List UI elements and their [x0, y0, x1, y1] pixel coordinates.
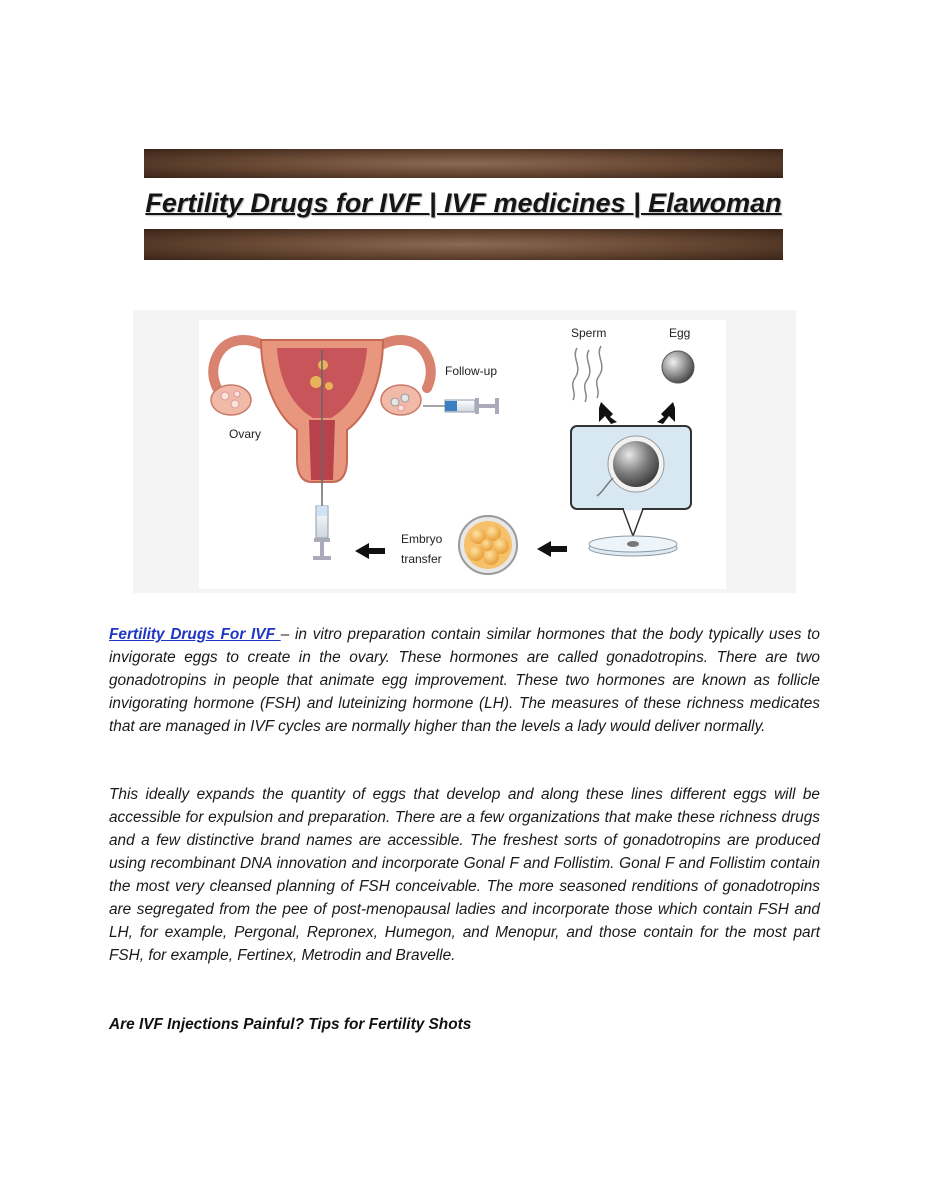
fertilization-panel	[571, 426, 691, 536]
page-title: Fertility Drugs for IVF | IVF medicines | Elawoman	[145, 188, 782, 218]
paragraph-gonadotropins: This ideally expands the quantity of eggs that develop and along these lines different eggs will be accessible for expulsion and preparation. There are a few organizations that make these richness drugs and a few distinctive brand names are accessible. The freshest sorts of gonadotropins are produced using recombinant DNA innovation and incorporate Gonal F and Follistim. Gonal F and Follistim contain the most very cleansed planning of FSH conceivable. The more seasoned renditions of gonadotropins are segregated from the pee of post-menopausal ladies and incorporate those which contain FSH and LH, for example, Pergonal, Repronex, Humegon, and Menopur, and those contain for the most part FSH, for example, Fertinex, Metrodin and Bravelle.	[109, 786, 820, 964]
petri-dish-icon	[589, 536, 677, 556]
ivf-diagram	[133, 310, 796, 593]
paragraph-intro	[109, 623, 820, 738]
ivf-illustration	[133, 310, 796, 593]
embryo-icon	[459, 516, 517, 574]
header-band-bottom	[144, 229, 783, 260]
arrow-icon	[537, 541, 567, 557]
label-embryo: Embryo	[401, 532, 443, 546]
label-transfer: transfer	[401, 552, 442, 566]
label-follow-up: Follow-up	[445, 364, 498, 378]
header-band-top	[144, 149, 783, 178]
sperm-icon	[573, 346, 602, 402]
syringe-icon	[313, 494, 331, 560]
label-sperm: Sperm	[571, 326, 607, 340]
arrow-icon	[355, 543, 385, 559]
paragraph-intro-text: – in vitro preparation contain similar hormones that the body typically uses to invigorate eggs to create in the ovary. These hormones are called gonadotropins. There are two gonadotropins in people that animate egg improvement. These two hormones are known as follicle invigorating hormone (FSH) and luteinizing hormone (LH). The measures of these richness medicates that are managed in IVF cycles are normally higher than the levels a lady would deliver normally.	[109, 626, 820, 735]
syringe-icon	[423, 398, 499, 414]
uterus-icon	[211, 340, 431, 510]
arrow-icon	[599, 402, 675, 424]
egg-icon	[662, 351, 694, 383]
section-subheading: Are IVF Injections Painful? Tips for Fertility Shots	[109, 1016, 472, 1033]
fertility-drugs-link[interactable]: Fertility Drugs For IVF	[109, 626, 281, 643]
label-ovary: Ovary	[229, 427, 262, 441]
label-egg: Egg	[669, 326, 691, 340]
